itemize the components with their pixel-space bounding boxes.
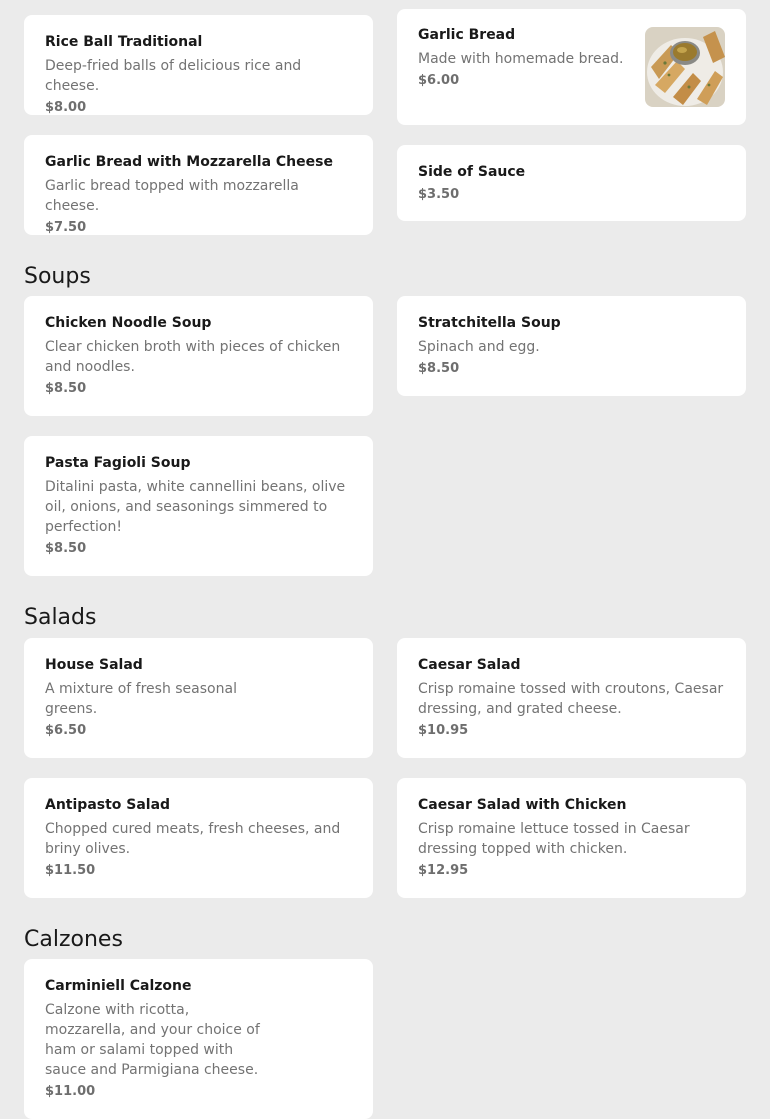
- item-description: Deep-fried balls of delicious rice and cheese.: [45, 58, 302, 94]
- item-name: Rice Ball Traditional: [45, 34, 203, 50]
- item-price: $3.50: [418, 187, 460, 202]
- item-name: Caesar Salad with Chicken: [418, 797, 627, 813]
- item-price: $6.00: [418, 73, 460, 88]
- menu-item-garlic-bread[interactable]: [397, 9, 746, 125]
- item-description: Garlic bread topped with mozzarella cheese.: [45, 178, 299, 214]
- item-description: Clear chicken broth with pieces of chicken and noodles.: [45, 339, 341, 375]
- menu-item-chicken-noodle-soup[interactable]: [24, 296, 373, 416]
- item-description: A mixture of fresh seasonal greens.: [45, 681, 237, 717]
- item-name: Antipasto Salad: [45, 797, 171, 813]
- item-name: Chicken Noodle Soup: [45, 315, 212, 331]
- item-name: Carminiell Calzone: [45, 978, 192, 994]
- item-name: Garlic Bread: [418, 27, 516, 43]
- item-name: Pasta Fagioli Soup: [45, 455, 191, 471]
- item-description: Made with homemade bread.: [418, 51, 624, 67]
- item-price: $10.95: [418, 723, 469, 738]
- item-price: $6.50: [45, 723, 87, 738]
- item-description: Spinach and egg.: [418, 339, 540, 355]
- section-title-salads: Salads: [24, 605, 97, 630]
- menu-item-carminiell-calzone[interactable]: [24, 959, 373, 1119]
- menu-item-side-of-sauce[interactable]: [397, 145, 746, 221]
- item-name: Side of Sauce: [418, 164, 526, 180]
- item-price: $11.00: [45, 1084, 96, 1099]
- garlic-bread-photo: [645, 27, 725, 107]
- menu-item-house-salad[interactable]: [24, 638, 373, 758]
- item-price: $8.00: [45, 100, 87, 115]
- menu-item-caesar-salad-with-chicken[interactable]: [397, 778, 746, 898]
- menu-item-pasta-fagioli-soup[interactable]: [24, 436, 373, 576]
- item-name: Garlic Bread with Mozzarella Cheese: [45, 154, 333, 170]
- menu-item-antipasto-salad[interactable]: [24, 778, 373, 898]
- menu-item-caesar-salad[interactable]: [397, 638, 746, 758]
- item-price: $8.50: [45, 381, 87, 396]
- item-description: Crisp romaine lettuce tossed in Caesar dressing topped with chicken.: [418, 821, 690, 857]
- item-description: Crisp romaine tossed with croutons, Caesar dressing, and grated cheese.: [418, 681, 724, 717]
- section-title-calzones: Calzones: [24, 927, 123, 952]
- menu-item-stratchitella-soup[interactable]: [397, 296, 746, 396]
- menu-item-rice-ball-traditional[interactable]: [24, 15, 373, 115]
- item-price: $12.95: [418, 863, 469, 878]
- item-name: Caesar Salad: [418, 657, 521, 673]
- menu-item-garlic-bread-with-mozzarella[interactable]: [24, 135, 373, 235]
- item-name: House Salad: [45, 657, 143, 673]
- section-title-soups: Soups: [24, 264, 91, 289]
- item-price: $11.50: [45, 863, 96, 878]
- item-description: Ditalini pasta, white cannellini beans, olive oil, onions, and seasonings simmered to perfection!: [45, 479, 346, 535]
- item-name: Stratchitella Soup: [418, 315, 561, 331]
- item-description: Chopped cured meats, fresh cheeses, and briny olives.: [45, 821, 341, 857]
- item-description: Calzone with ricotta, mozzarella, and your choice of ham or salami topped with sauce and Parmigiana cheese.: [45, 1002, 260, 1078]
- item-price: $7.50: [45, 220, 87, 235]
- item-price: $8.50: [418, 361, 460, 376]
- item-price: $8.50: [45, 541, 87, 556]
